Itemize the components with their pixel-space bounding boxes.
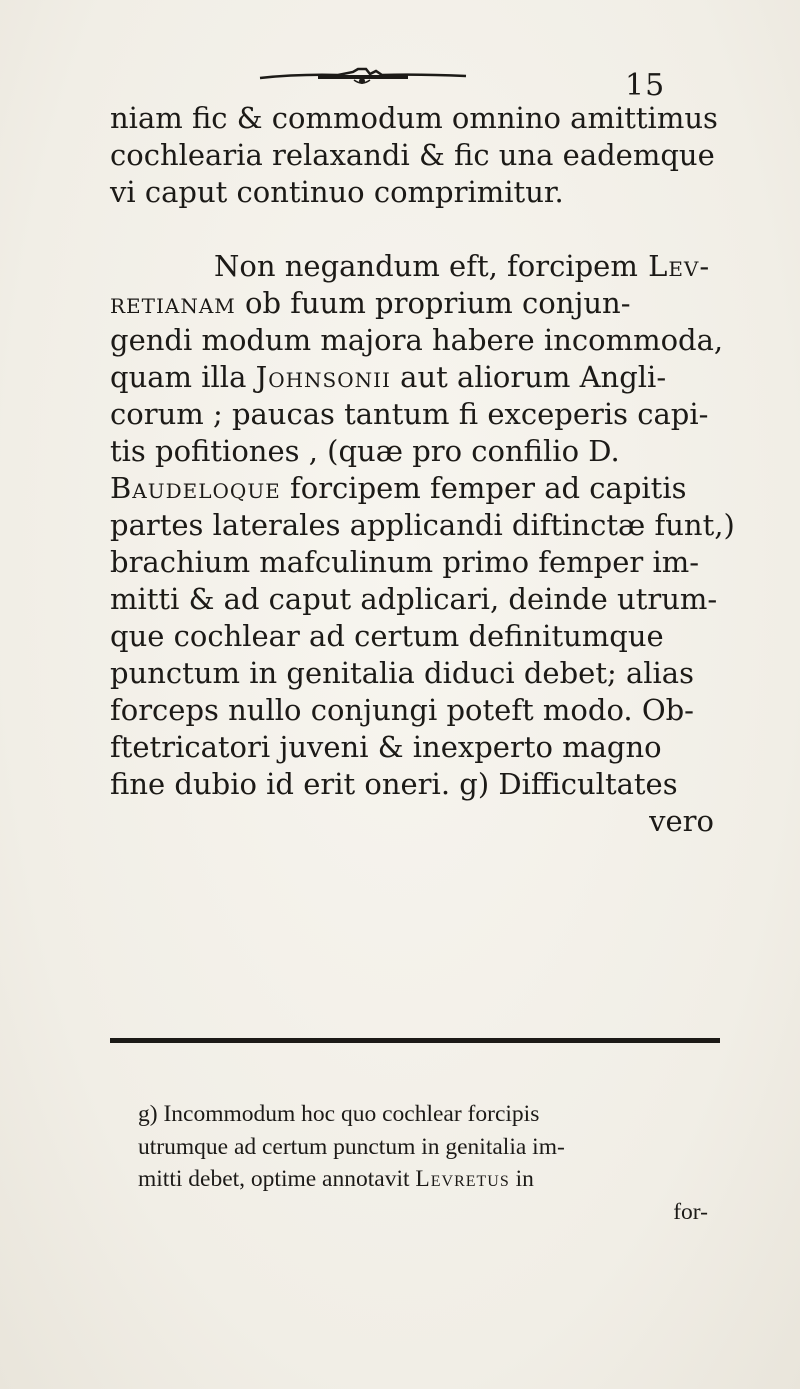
text-line: ftetricatori juveni & inexperto magno (110, 730, 662, 764)
footnote (112, 1098, 718, 1228)
text-line: que cochlear ad certum definitumque (110, 619, 664, 653)
paragraph-gap (110, 211, 720, 248)
footnote-catchword: for- (673, 1198, 708, 1225)
text-line: partes laterales applicandi diftinctæ funt,) (110, 508, 735, 542)
text-line (110, 470, 720, 507)
text-segment: quam illa (110, 360, 256, 394)
page-number: 15 (625, 68, 666, 103)
text-segment: forcipem femper ad capitis (280, 471, 687, 505)
header-ornament-icon (258, 66, 468, 88)
text-line: brachium mafculinum primo femper im- (110, 545, 700, 579)
text-segment: mitti debet, optime annotavit (138, 1166, 416, 1192)
text-line (110, 359, 720, 396)
author-name: retianam (110, 286, 236, 320)
footnote-line: g) Incommodum hoc quo cochlear forcipis (138, 1101, 540, 1127)
author-name: Levretus (415, 1166, 510, 1192)
text-line: gendi modum majora habere incommoda, (110, 323, 724, 357)
text-line: tis pofitiones , (quæ pro confilio D. (110, 434, 620, 468)
text-line (110, 285, 720, 322)
main-text (110, 100, 735, 840)
footnote-line (112, 1163, 718, 1196)
text-line: fine dubio id erit oneri. g) Difficultates (110, 767, 678, 801)
text-line: vi caput continuo comprimitur. (110, 175, 564, 209)
text-line (110, 248, 720, 285)
author-name: Johnsonii (255, 360, 391, 394)
text-segment: aut aliorum Angli- (390, 360, 667, 394)
author-name: Lev- (637, 249, 711, 283)
word: forcipem (507, 249, 638, 283)
footnote-line: utrumque ad certum punctum in genitalia im- (138, 1133, 565, 1160)
text-line: cochlearia relaxandi & fic una eademque (110, 138, 715, 172)
text-segment: in (509, 1166, 534, 1192)
text-segment: ob fuum proprium conjun- (235, 286, 631, 320)
text-line: punctum in genitalia diduci debet; alias (110, 656, 694, 690)
text-line: forceps nullo conjungi poteft modo. Ob- (110, 693, 694, 727)
text-line: mitti & ad caput adplicari, deinde utrum- (110, 582, 718, 616)
footnote-divider (110, 1038, 720, 1043)
catchword: vero (649, 804, 714, 838)
author-name: Baudeloque (110, 471, 281, 505)
paragraph-start: Non negandum eft, (214, 249, 508, 283)
text-line: niam fic & commodum omnino amittimus (110, 101, 718, 135)
text-line: corum ; paucas tantum fi exceperis capi- (110, 397, 709, 431)
